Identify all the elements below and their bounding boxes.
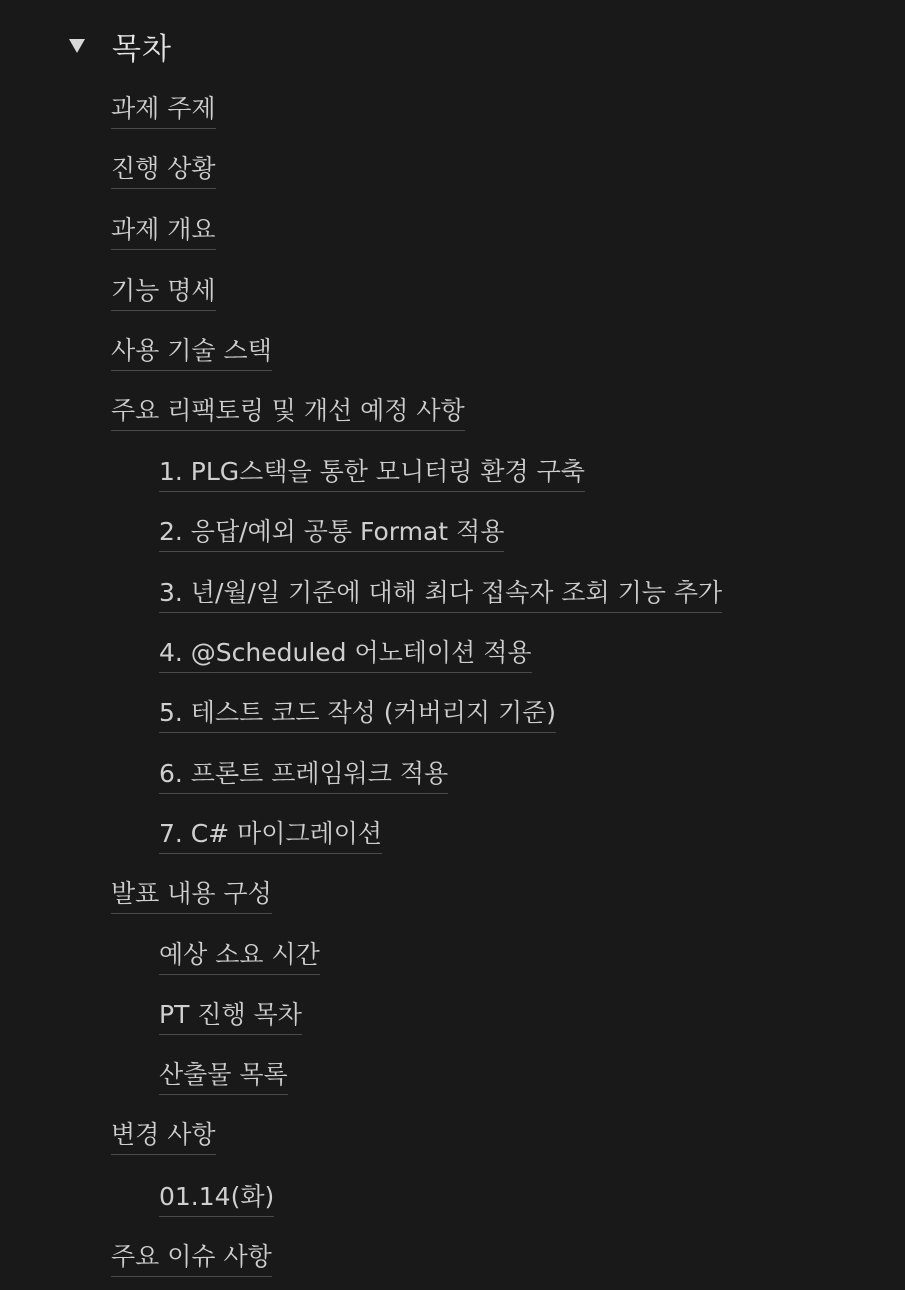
toc-link[interactable]: 변경 사항 bbox=[111, 1118, 216, 1155]
toc-link[interactable]: 3. 년/월/일 기준에 대해 최다 접속자 조회 기능 추가 bbox=[159, 576, 722, 613]
toc-link[interactable]: 기능 명세 bbox=[111, 274, 216, 311]
toc-link[interactable]: 진행 상황 bbox=[111, 152, 216, 189]
toc-header bbox=[66, 24, 172, 68]
toc-link[interactable]: 사용 기술 스택 bbox=[111, 334, 272, 371]
toc-link[interactable]: 6. 프론트 프레임워크 적용 bbox=[159, 757, 448, 794]
toc-link[interactable]: 과제 주제 bbox=[111, 92, 216, 129]
toc-link[interactable]: 2. 응답/예외 공통 Format 적용 bbox=[159, 515, 504, 552]
toc-link[interactable]: 5. 테스트 코드 작성 (커버리지 기준) bbox=[159, 696, 556, 733]
toc-title: 목차 bbox=[112, 32, 172, 67]
toc-link[interactable]: 01.14(화) bbox=[159, 1180, 274, 1217]
toc-link[interactable]: 과제 개요 bbox=[111, 213, 216, 250]
toc-link[interactable]: 1. PLG스택을 통한 모니터링 환경 구축 bbox=[159, 455, 585, 492]
toc-link[interactable]: 예상 소요 시간 bbox=[159, 938, 320, 975]
toc-link[interactable]: 7. C# 마이그레이션 bbox=[159, 817, 382, 854]
toc-link[interactable]: 주요 이슈 사항 bbox=[111, 1240, 272, 1277]
toggle-button[interactable] bbox=[66, 35, 88, 57]
toc-link[interactable]: PT 진행 목차 bbox=[159, 998, 302, 1035]
triangle-down-icon bbox=[68, 38, 86, 54]
toc-link[interactable]: 산출물 목록 bbox=[159, 1058, 288, 1095]
toc-link[interactable]: 주요 리팩토링 및 개선 예정 사항 bbox=[111, 394, 465, 431]
toc-link[interactable]: 4. @Scheduled 어노테이션 적용 bbox=[159, 636, 532, 673]
toc-link[interactable]: 발표 내용 구성 bbox=[111, 877, 272, 914]
